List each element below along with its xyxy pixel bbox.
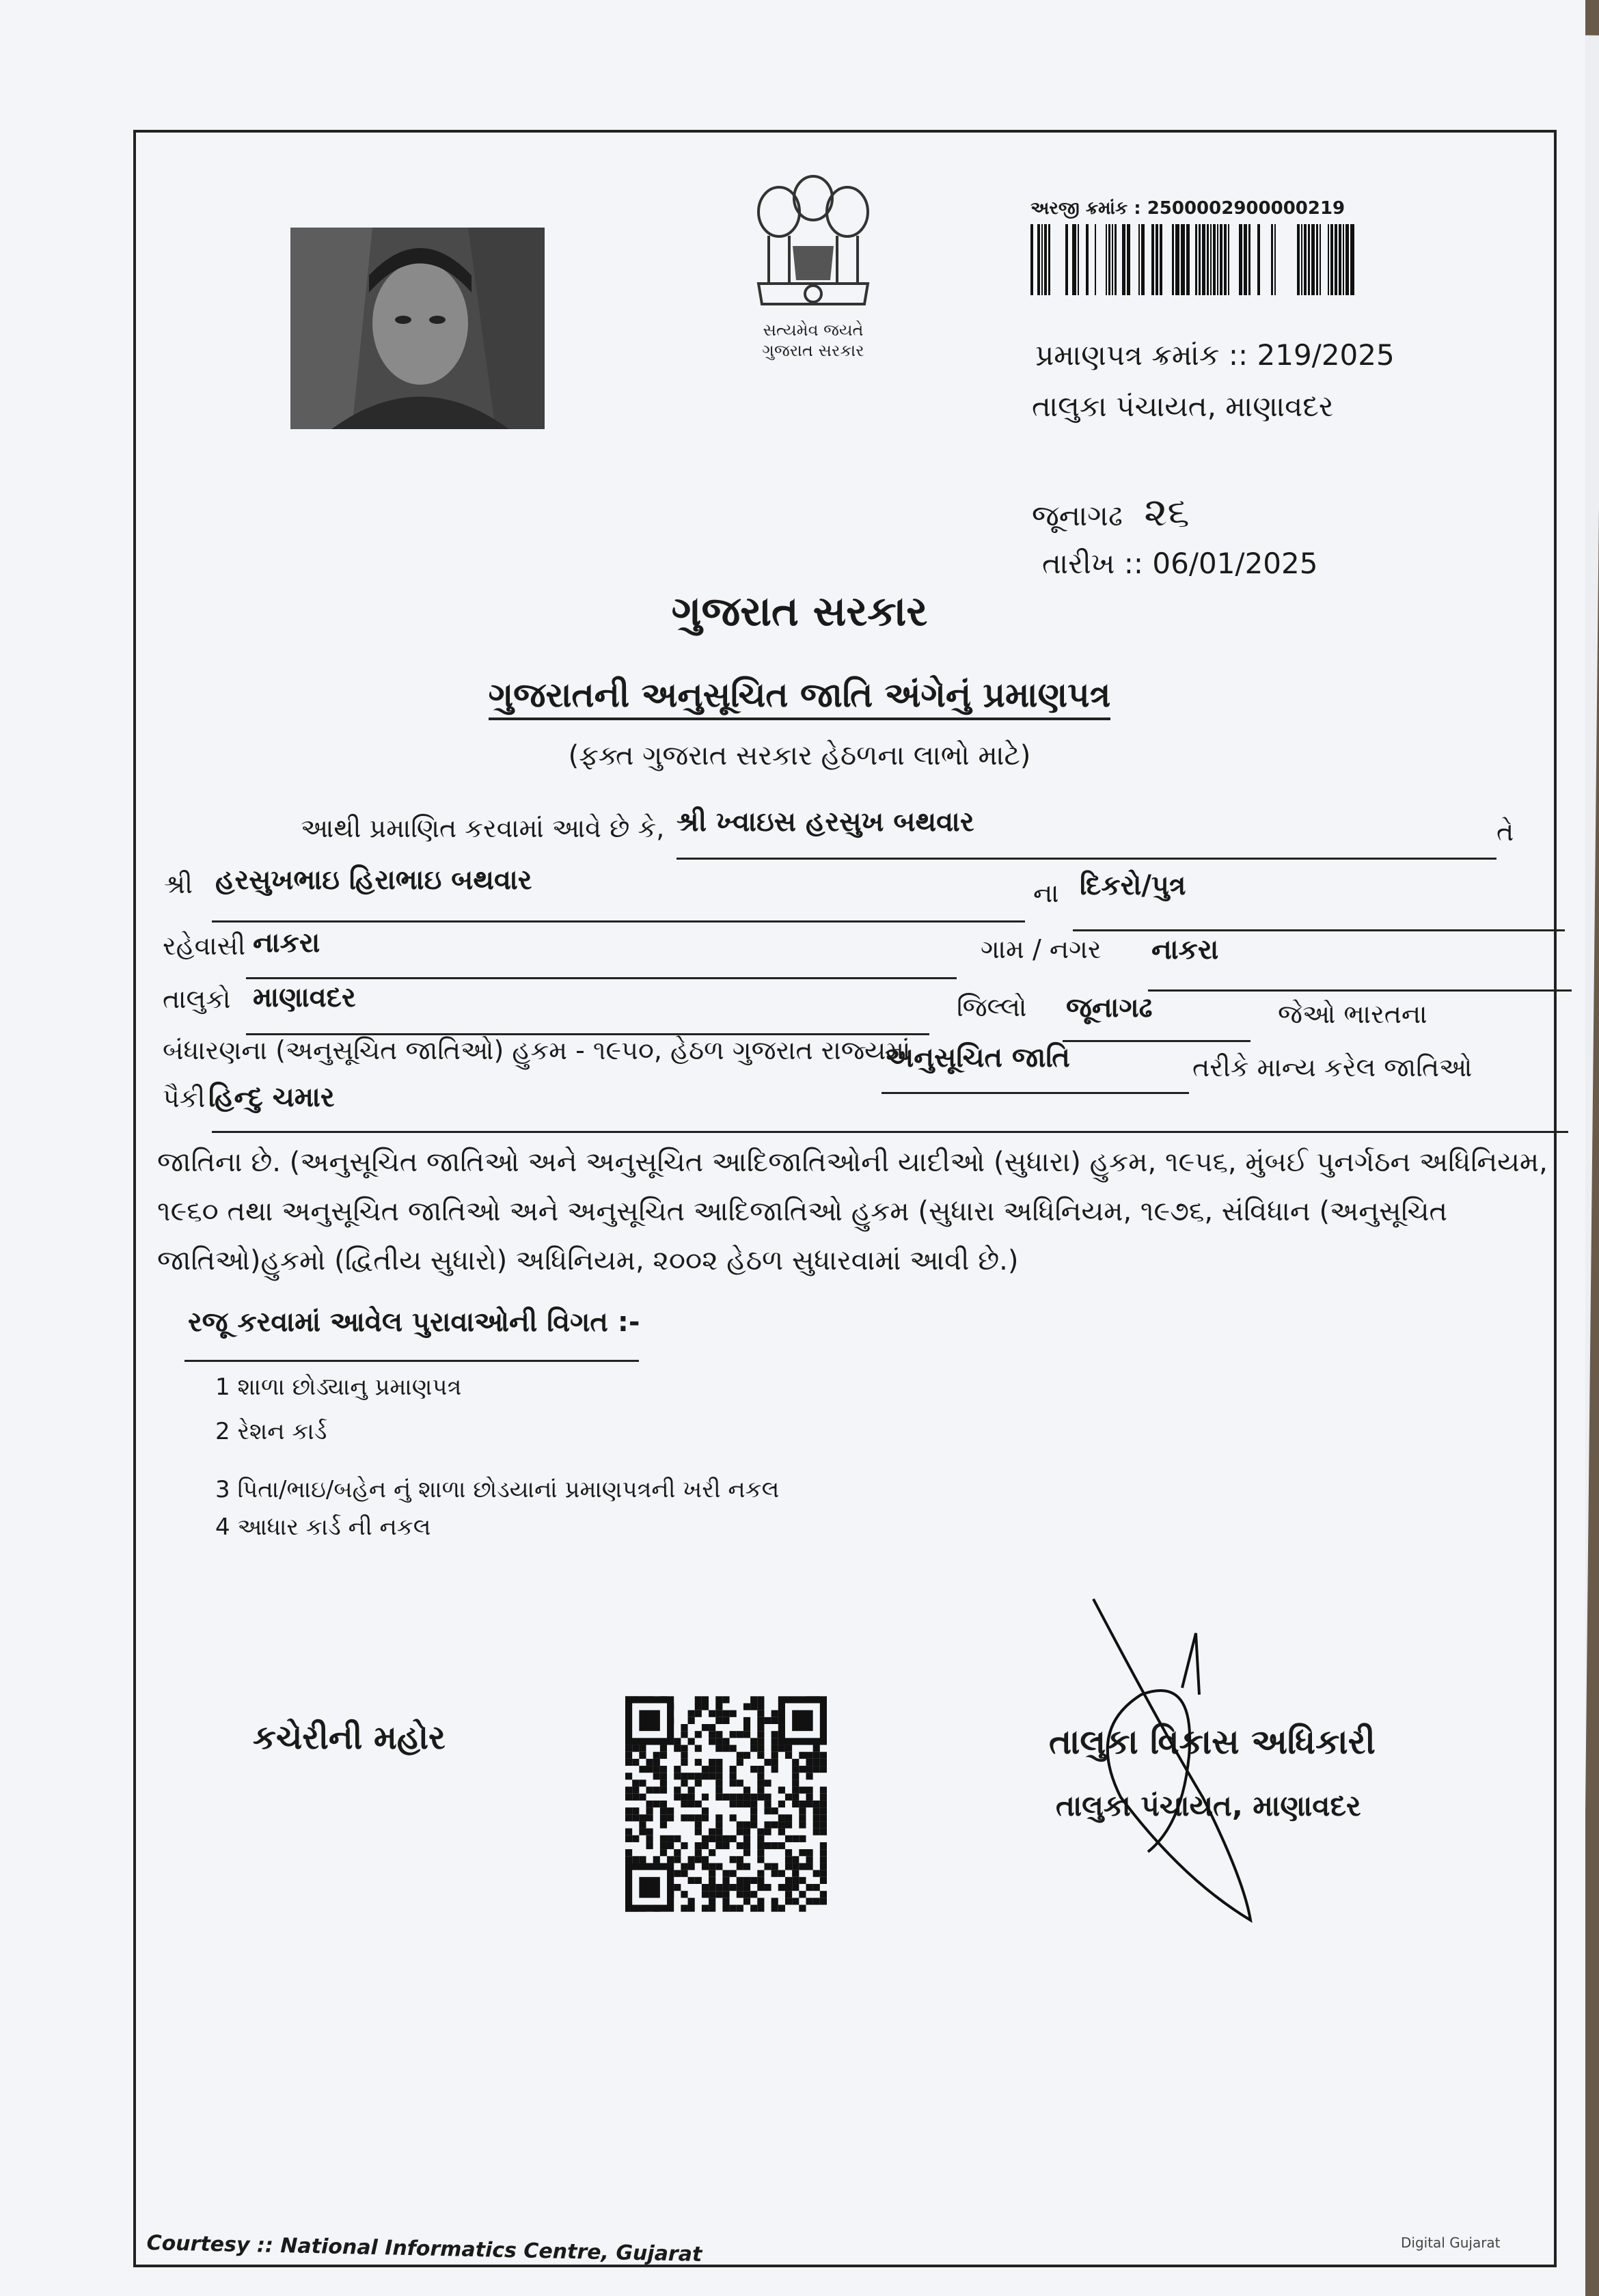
applicant-name-line — [676, 858, 1496, 860]
resident-label: રહેવાસી — [163, 931, 246, 961]
emblem-motto: સત્યમેવ જયતે — [763, 320, 864, 340]
issue-date: તારીખ :: 06/01/2025 — [1042, 547, 1318, 580]
district-label: જિલ્લો — [957, 992, 1027, 1022]
state-emblem — [741, 164, 885, 321]
shri-label: શ્રી — [164, 869, 193, 899]
taluka-label: તાલુકો — [163, 984, 231, 1014]
certificate-number: પ્રમાણપત્ર ક્રમાંક :: 219/2025 — [1035, 338, 1395, 372]
village-line — [1148, 989, 1572, 992]
documents-heading-line — [184, 1360, 639, 1362]
india-label: જેઓ ભારતના — [1278, 999, 1427, 1029]
district-value: જૂનાગઢ — [1066, 992, 1153, 1024]
handwritten-number: ૨૬ — [1144, 489, 1190, 535]
certificate-title — [0, 675, 1599, 715]
taluka-value: માણાવદર — [253, 982, 356, 1013]
category-line — [882, 1092, 1189, 1094]
document-item: 1 શાળા છોડ્યાનુ પ્રમાણપત્ર — [215, 1374, 462, 1401]
issuing-office: તાલુકા પંચાયત, માણાવદર — [1032, 390, 1334, 423]
documents-heading: રજૂ કરવામાં આવેલ પુરાવાઓની વિગત :- — [188, 1307, 640, 1338]
officer-signature — [1080, 1592, 1285, 1934]
order-label: બંધારણના (અનુસૂચિત જાતિઓ) હુકમ - ૧૯૫૦, હેઠળ ગુજરાત રાજ્યમાં — [163, 1035, 911, 1065]
officer-office: તાલુકા પંચાયત, માણાવદર — [1056, 1789, 1361, 1822]
qr-code — [625, 1695, 827, 1913]
caste-value: હિન્દુ ચમાર — [208, 1082, 335, 1113]
na-label: ના — [1033, 878, 1059, 908]
footer-right-text: Digital Gujarat — [1401, 2234, 1501, 2251]
district-line — [1032, 489, 1190, 536]
emblem-caption — [731, 320, 895, 361]
certificate-subtitle: (ફક્ત ગુજરાત સરકાર હેઠળના લાભો માટે) — [568, 740, 1031, 771]
among-label: પૈકી — [163, 1083, 206, 1113]
relation-line — [1073, 929, 1565, 931]
legal-paragraph: જાતિના છે. (અનુસૂચિત જાતિઓ અને અનુસૂચિત આદિજાતિઓની યાદીઓ (સુધારા) હુકમ, ૧૯૫૬, મુંબઈ પુનર્ગઠન અધિનિયમ, ૧૯૬૦ તથા અનુસૂચિત જાતિઓ અને અનુસૂચિત આદિજાતિઓ હુકમ (સુધારા અધિનિયમ, ૧૯૭૬, સંવિધાન (અનુસૂચિત જાતિઓ)હુકમો (દ્વિતીય સુધારો) અધિનિયમ, ૨૦૦૨ હેઠળ સુધારવામાં આવી છે.) — [157, 1147, 1548, 1276]
government-title: ગુજરાત સરકાર — [671, 588, 928, 636]
office-seal-label: કચેરીની મહોર — [253, 1719, 446, 1757]
officer-title: તાલુકા વિકાસ અધિકારી — [1049, 1722, 1376, 1762]
village-label: ગામ / નગર — [981, 934, 1102, 964]
application-number: અરજી ક્રમાંક : 2500002900000219 — [1030, 198, 1345, 219]
te-label: તે — [1496, 817, 1514, 847]
courtesy-footer: Courtesy :: National Informatics Centre, Gujarat — [146, 2231, 702, 2267]
recognized-label: તરીકે માન્ય કરેલ જાતિઓ — [1192, 1052, 1473, 1082]
category-value: અનુસૂચિત જાતિ — [885, 1042, 1070, 1074]
document-item: 2 રેશન કાર્ડ — [215, 1418, 327, 1445]
parent-name-line — [212, 920, 1025, 922]
relation: દિકરો/પુત્ર — [1080, 870, 1186, 901]
document-item: 3 પિતા/ભાઇ/બહેન નું શાળા છોડયાનાં પ્રમાણપત્રની ખરી નકલ — [215, 1476, 780, 1503]
emblem-government: ગુજરાત સરકાર — [762, 341, 864, 360]
intro-label: આથી પ્રમાણિત કરવામાં આવે છે કે, — [301, 813, 665, 843]
resident-line — [246, 977, 957, 979]
barcode — [1030, 224, 1358, 295]
parent-name: હરસુખભાઇ હિરાભાઇ બથવાર — [215, 864, 532, 896]
resident-value: નાકરા — [253, 927, 320, 959]
district-name: જૂનાગઢ — [1032, 499, 1123, 532]
applicant-name: શ્રી ખ્વાઇસ હરસુખ બથવાર — [676, 806, 974, 838]
caste-line — [212, 1131, 1568, 1133]
applicant-photo — [290, 228, 545, 429]
certificate-title-text: ગુજરાતની અનુસૂચિત જાતિ અંગેનું પ્રમાણપત્ર — [489, 675, 1111, 720]
document-item: 4 આધાર કાર્ડ ની નકલ — [215, 1514, 431, 1541]
village-value: નાકરા — [1151, 934, 1219, 966]
district-line-underline — [1063, 1040, 1250, 1042]
